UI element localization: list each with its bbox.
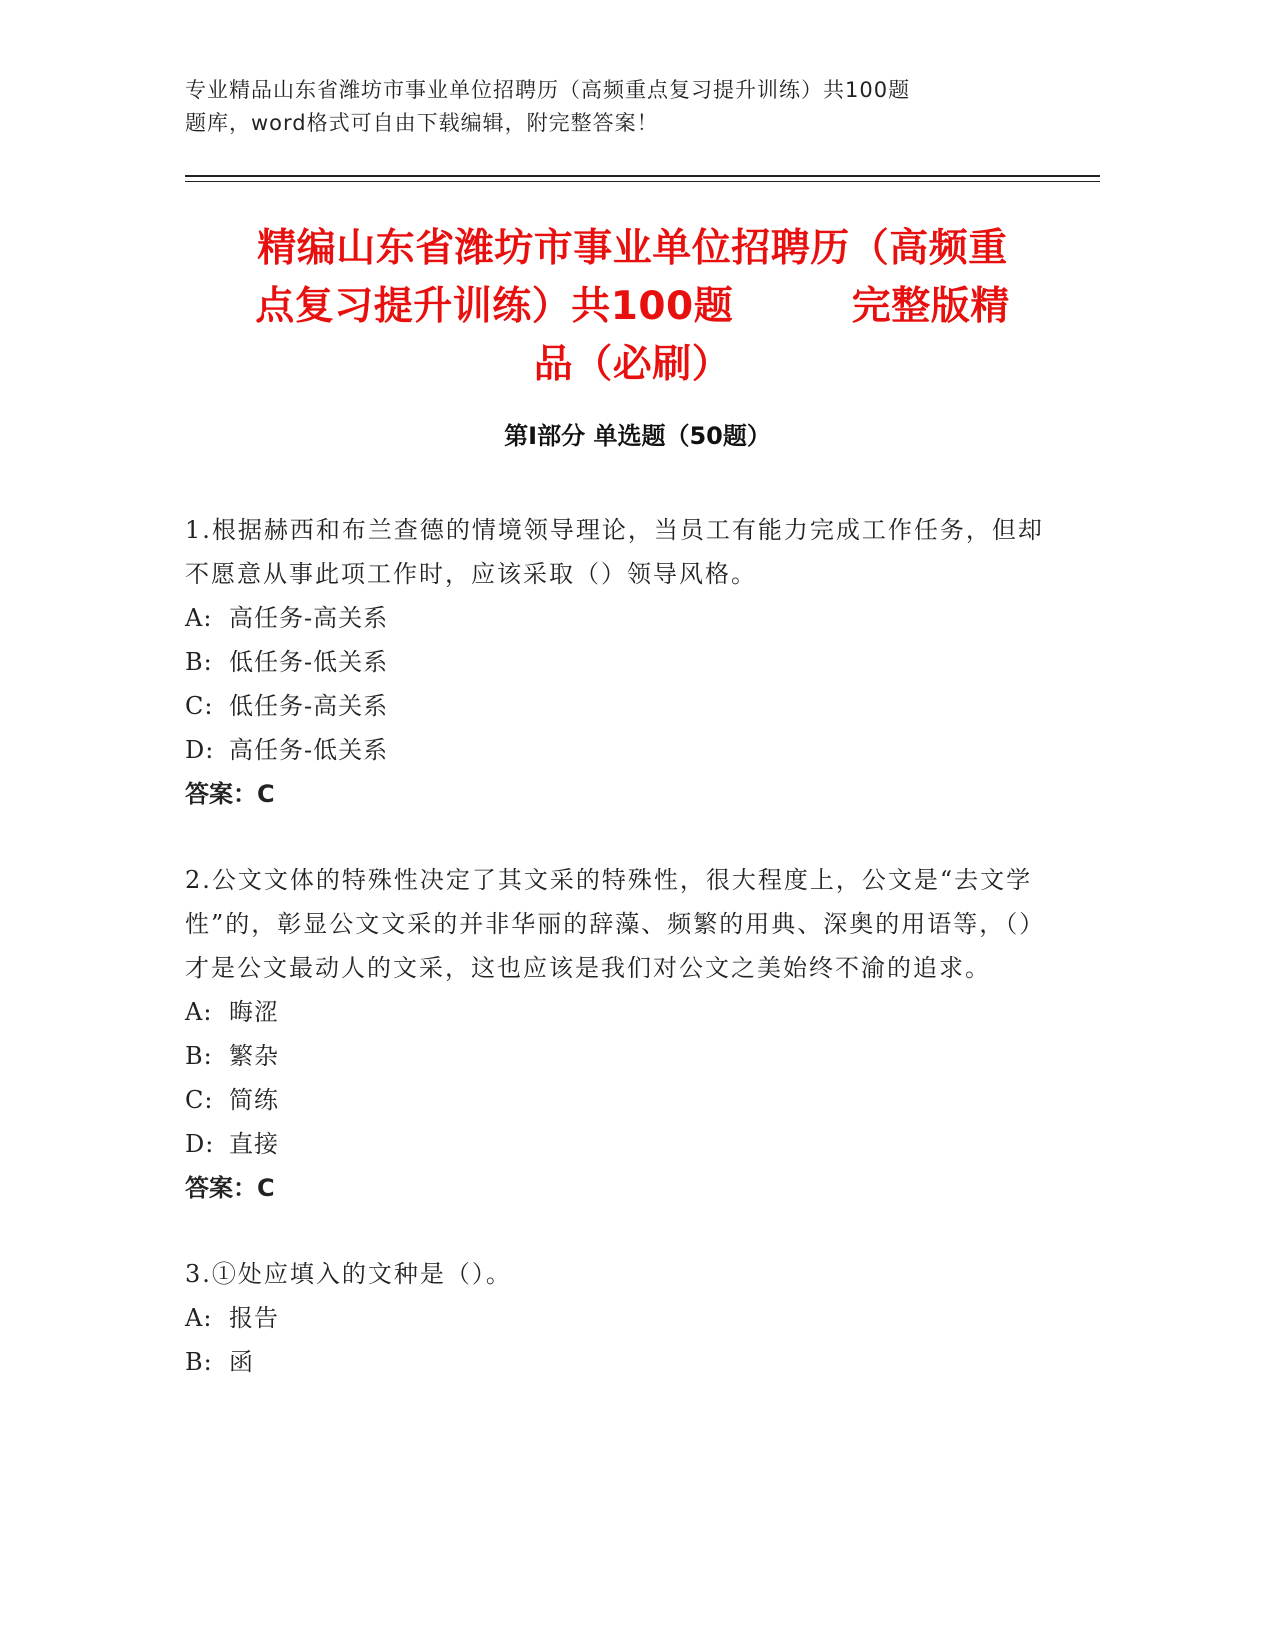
option-letter: A: bbox=[185, 998, 213, 1026]
option-text: 低任务-低关系 bbox=[229, 648, 389, 676]
option-text: 低任务-高关系 bbox=[229, 692, 389, 720]
option-letter: B: bbox=[185, 1042, 213, 1070]
option-text: 高任务-低关系 bbox=[229, 736, 389, 764]
option-letter: A: bbox=[185, 604, 213, 632]
option-text: 晦涩 bbox=[229, 998, 279, 1026]
option-text: 繁杂 bbox=[229, 1042, 279, 1070]
option-b bbox=[185, 640, 1055, 684]
option-b bbox=[185, 1034, 1055, 1078]
title-line-2: 点复习提升训练）共100题 完整版精 bbox=[255, 284, 1010, 329]
answer-line: 答案：C bbox=[185, 780, 275, 808]
header-divider-thick bbox=[185, 175, 1100, 177]
option-letter: C: bbox=[185, 692, 214, 720]
option-a bbox=[185, 1296, 1055, 1340]
option-text: 直接 bbox=[229, 1130, 279, 1158]
header-line-2: 题库，word格式可自由下载编辑，附完整答案！ bbox=[185, 111, 659, 135]
option-letter: D: bbox=[185, 1130, 215, 1158]
option-letter: B: bbox=[185, 648, 213, 676]
option-a bbox=[185, 990, 1055, 1034]
question-text: 2.公文文体的特殊性决定了其文采的特殊性，很大程度上，公文是“去文学性”的，彰显公文文采的并非华丽的辞藻、频繁的用典、深奥的用语等，（）才是公文最动人的文采，这也应该是我们对公文之美始终不渝的追求。 bbox=[185, 866, 1046, 982]
document-header bbox=[185, 74, 1085, 140]
option-a bbox=[185, 596, 1055, 640]
question-text: 3.①处应填入的文种是（）。 bbox=[185, 1260, 512, 1288]
header-divider-thin bbox=[185, 181, 1100, 182]
option-d bbox=[185, 1122, 1055, 1166]
question-text: 1.根据赫西和布兰查德的情境领导理论，当员工有能力完成工作任务，但却不愿意从事此项工作时，应该采取（）领导风格。 bbox=[185, 516, 1044, 588]
question-item bbox=[185, 508, 1055, 816]
question-list bbox=[185, 508, 1055, 1384]
option-text: 高任务-高关系 bbox=[229, 604, 389, 632]
option-letter: D: bbox=[185, 736, 215, 764]
option-letter: B: bbox=[185, 1348, 213, 1376]
question-item bbox=[185, 1252, 1055, 1384]
section-heading: 第Ⅰ部分 单选题（50题） bbox=[504, 422, 771, 450]
option-d bbox=[185, 728, 1055, 772]
option-letter: C: bbox=[185, 1086, 214, 1114]
option-text: 函 bbox=[229, 1348, 254, 1376]
header-line-1: 专业精品山东省潍坊市事业单位招聘历（高频重点复习提升训练）共100题 bbox=[185, 78, 911, 102]
option-b bbox=[185, 1340, 1055, 1384]
option-letter: A: bbox=[185, 1304, 213, 1332]
option-c bbox=[185, 684, 1055, 728]
answer-line: 答案：C bbox=[185, 1174, 275, 1202]
question-item bbox=[185, 858, 1055, 1210]
title-line-3: 品（必刷） bbox=[533, 342, 732, 387]
option-text: 简练 bbox=[229, 1086, 279, 1114]
option-c bbox=[185, 1078, 1055, 1122]
document-title bbox=[190, 220, 1075, 394]
option-text: 报告 bbox=[229, 1304, 279, 1332]
title-line-1: 精编山东省潍坊市事业单位招聘历（高频重 bbox=[257, 226, 1008, 271]
